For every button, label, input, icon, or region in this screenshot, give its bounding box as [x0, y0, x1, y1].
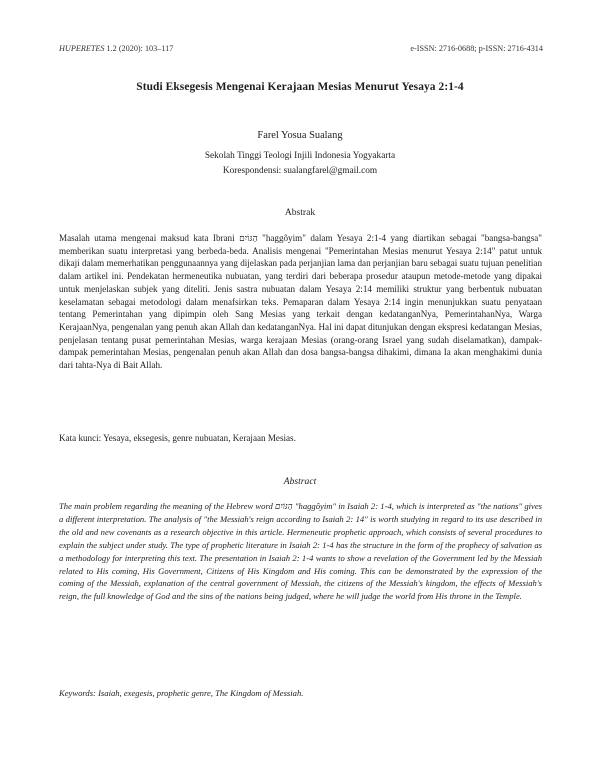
header-citation: [59, 44, 173, 53]
issn-info: e-ISSN: 2716-0688; p-ISSN: 2716-4314: [410, 44, 543, 53]
correspondence-email: Korespondensi: sualangfarel@gmail.com: [222, 166, 378, 176]
volume-info: 1.2 (2020): 103–117: [106, 44, 174, 53]
abstract-heading: Abstract: [283, 476, 317, 487]
abstrak-heading: Abstrak: [284, 207, 316, 218]
abstract-body: The main problem regarding the meaning of the Hebrew word הַגּוֹיִם "haggôyim" in Isaiah 2: 1-4, which is interpreted as "the nations" gives a different interpretation. The analysis of "the Messiah's reign according to Isaiah 2: 14" is worth studying in regard to its use described in the old and new covenants as a research objective in this article. Hermeneutic prophetic approach, which consists of several procedures to explain the subject under study. The type of prophetic literature in Isaiah 2: 1-4 has the structure in the form of the prophecy of salvation as a methodology for interpreting this text. The presentation in Isaiah 2: 1-4 wants to show a revelation of the Government led by the Messiah related to His coming, His Government, Citizens of His Kingdom and His coming. This can be demonstrated by the expression of the coming of the Messiah, explanation of the central government of Messiah, the citizens of the Messiah's kingdom, the effects of Messiah's reign, the full knowledge of God and the sins of the nations being judged, where he will judge the world from His throne in the Temple.: [59, 501, 542, 602]
paper-title: Studi Eksegesis Mengenai Kerajaan Mesias Menurut Yesaya 2:1-4: [136, 81, 464, 93]
abstrak-body: Masalah utama mengenai maksud kata Ibrani הַגּוֹיִם "haggôyim" dalam Yesaya 2:1-4 yang diartikan sebagai "bangsa-bangsa" memberikan suatu interpretasi yang berbeda-beda. Analisis mengenai "Pemerintahan Mesias menurut Yesaya 2:14" patut untuk dikaji dalam memerhatikan penggunaannya yang dijelaskan pada perjanjian lama dan perjanjian baru sebagai suatu tujuan penelitian dalam artikel ini. Pendekatan hermeneutika nubuatan, yang terdiri dari beberapa prosedur ataupun metode-metode yang dipakai untuk menjelaskan subjek yang diteliti. Jenis sastra nubuatan dalam Yesaya 2:14 memiliki struktur yang berbentuk nubuatan keselamatan sebagai metodologi dalam menafsirkan teks. Pemaparan dalam Yesaya 2:14 ingin menunjukkan suatu penyataan tentang Pemerintahan yang dipimpin oleh Sang Mesias yang terkait dengan kedatanganNya, PemerintahanNya, Warga KerajaanNya, pengenalan yang penuh akan Allah dan kedatanganNya. Hal ini dapat ditunjukan dengan ekspresi kedatangan Mesias, penjelasan tentang pusat pemerintahan Mesias, warga kerajaan Mesias (orang-orang Israel yang sudah diselamatkan), dampak-dampak pemerintahan Mesias, pengenalan penuh akan Allah dan dosa bangsa-bangsa dihakimi, dimana Ia akan menghakimi dunia dari tahta-Nya di Bait Allah.: [59, 233, 542, 371]
author-affiliation: Sekolah Tinggi Teologi Injili Indonesia Yogyakarta: [204, 151, 396, 161]
kata-kunci: Kata kunci: Yesaya, eksegesis, genre nubuatan, Kerajaan Mesias.: [59, 433, 296, 443]
keywords: Keywords: Isaiah, exegesis, prophetic genre, The Kingdom of Messiah.: [59, 688, 304, 698]
author-name: Farel Yosua Sualang: [257, 130, 343, 141]
page-header: [59, 44, 543, 53]
journal-name: HUPERETES: [59, 44, 105, 53]
